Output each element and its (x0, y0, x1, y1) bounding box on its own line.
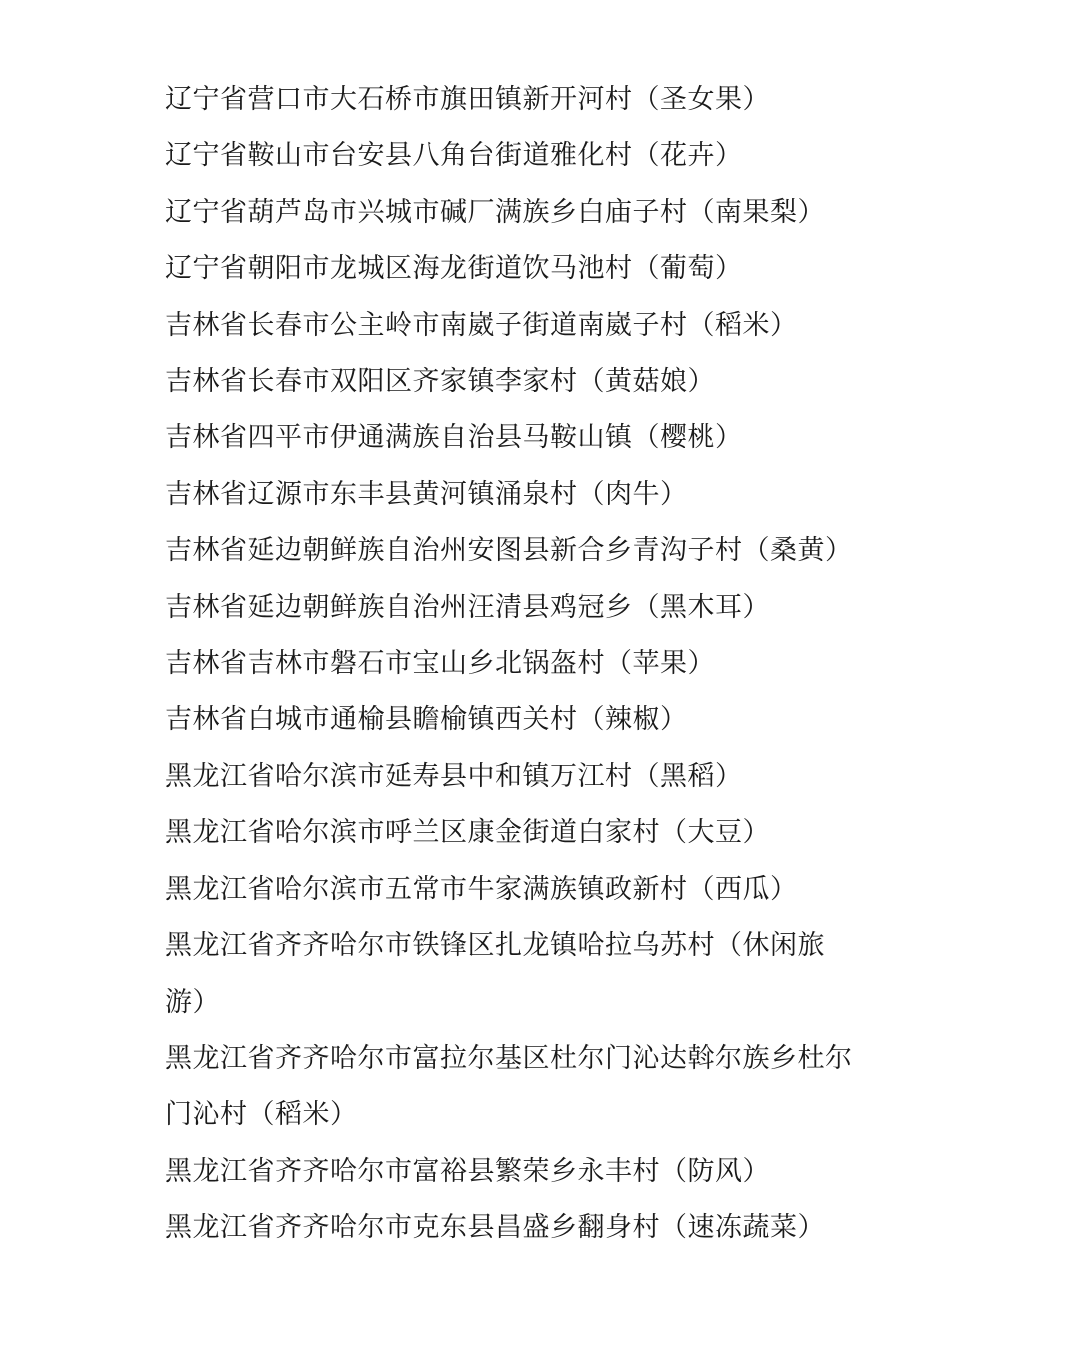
list-item: 黑龙江省哈尔滨市呼兰区康金街道白家村（大豆） (165, 817, 770, 849)
list-item: 黑龙江省哈尔滨市延寿县中和镇万江村（黑稻） (165, 760, 743, 792)
list-item: 黑龙江省齐齐哈尔市富拉尔基区杜尔门沁达斡尔族乡杜尔门沁村（稻米） (165, 1042, 853, 1131)
list-item: 黑龙江省齐齐哈尔市克东县昌盛乡翻身村（速冻蔬菜） (165, 1212, 825, 1244)
list-item: 吉林省长春市公主岭市南崴子街道南崴子村（稻米） (165, 309, 798, 341)
list-item: 吉林省吉林市磐石市宝山乡北锅盔村（苹果） (165, 648, 715, 680)
list-item: 吉林省辽源市东丰县黄河镇涌泉村（肉牛） (165, 478, 688, 510)
list-item: 辽宁省朝阳市龙城区海龙街道饮马池村（葡萄） (165, 253, 743, 285)
list-item: 吉林省延边朝鲜族自治州安图县新合乡青沟子村（桑黄） (165, 535, 853, 567)
list-item: 辽宁省葫芦岛市兴城市碱厂满族乡白庙子村（南果梨） (165, 196, 825, 228)
list-item: 黑龙江省哈尔滨市五常市牛家满族镇政新村（西瓜） (165, 873, 798, 905)
list-item: 吉林省四平市伊通满族自治县马鞍山镇（樱桃） (165, 422, 743, 454)
list-item: 吉林省白城市通榆县瞻榆镇西关村（辣椒） (165, 704, 688, 736)
list-item: 吉林省延边朝鲜族自治州汪清县鸡冠乡（黑木耳） (165, 591, 770, 623)
list-item: 黑龙江省齐齐哈尔市富裕县繁荣乡永丰村（防风） (165, 1155, 770, 1187)
list-item: 黑龙江省齐齐哈尔市铁锋区扎龙镇哈拉乌苏村（休闲旅游） (165, 930, 825, 1018)
list-item: 吉林省长春市双阳区齐家镇李家村（黄菇娘） (165, 366, 715, 398)
list-item: 辽宁省营口市大石桥市旗田镇新开河村（圣女果） (165, 84, 770, 115)
village-list (165, 72, 855, 1257)
list-item: 辽宁省鞍山市台安县八角台街道雅化村（花卉） (165, 140, 743, 172)
